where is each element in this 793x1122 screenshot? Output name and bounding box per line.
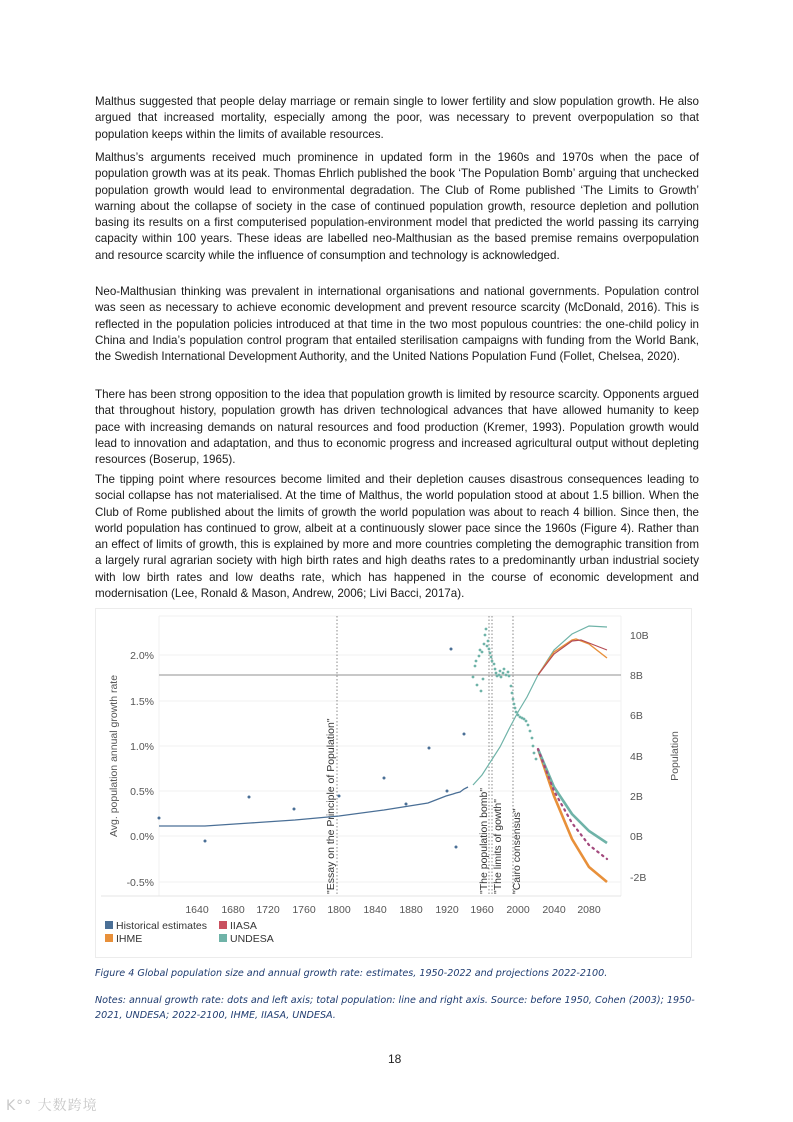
legend-label-undesa: UNDESA bbox=[230, 933, 274, 945]
y-right-tick: 10B bbox=[630, 630, 649, 642]
paragraph-1: Malthus suggested that people delay marriage or remain single to lower fertility and slow population growth. He also argued that increased mortality, especially among the poor, was necessary to prevent overpopulation so that population keeps within the limits of available resources. bbox=[95, 95, 699, 141]
legend-swatch-ihme bbox=[105, 934, 113, 942]
legend-label-historical: Historical estimates bbox=[116, 920, 208, 932]
historical-population-line bbox=[159, 787, 468, 826]
y-right-tick: 0B bbox=[630, 831, 643, 843]
paragraph-3: Neo-Malthusian thinking was prevalent in international organisations and national governments. Population control was seen as necessary to achieve economic development and prevent resource scarcity (McDonald, 2016). This is reflected in the population policies introduced at that time in the two most populous countries: the one-child policy in China and India’s population control program that entailed sterilisation campaigns with funding from the World Bank, the Swedish International Development Authority, and the United Nations Population Fund (Follet, Chelsea, 2020). bbox=[95, 285, 699, 364]
y-right-tick: 8B bbox=[630, 670, 643, 682]
figure-notes: Notes: annual growth rate: dots and left axis; total population: line and right axis. Source: before 1950, Cohen (2003); 1950-2021, UNDESA; 2022-2100, IHME, IIASA, UNDESA. bbox=[95, 995, 695, 1021]
chart-canvas bbox=[96, 609, 691, 957]
legend-swatch-undesa bbox=[219, 934, 227, 942]
svg-text:"The limits of gowth": "The limits of gowth" bbox=[492, 799, 504, 894]
y-left-tick: 0.0% bbox=[130, 831, 154, 843]
y-left-tick: -0.5% bbox=[126, 877, 154, 889]
svg-text:"Cairo consensus": "Cairo consensus" bbox=[511, 808, 523, 894]
svg-text:"The population bomb": "The population bomb" bbox=[478, 787, 490, 894]
svg-text:1800: 1800 bbox=[327, 904, 351, 916]
svg-text:2000: 2000 bbox=[506, 904, 530, 916]
svg-text:"Essay on the Principle of Pop: "Essay on the Principle of Population" bbox=[325, 718, 337, 894]
y-right-tick: -2B bbox=[630, 872, 647, 884]
paragraph-2: Malthus’s arguments received much prominence in updated form in the 1960s and 1970s when the pace of population growth was at its peak. Thomas Ehrlich published the book ‘The Population Bomb’ arguing that unchecked population growth would lead to environmental degradation. The Club of Rome published ‘The Limits to Growth’ warning about the collapse of society in the case of continued population growth, resource depletion and pollution basing its results on a first computerised population-environment model that predicted the world passing its carrying capacity within 100 years. These ideas are labelled neo-Malthusian as the based premise remains overpopulation and resource scarcity while the influence of consumption and technology is acknowledged. bbox=[95, 151, 699, 262]
legend-label-iiasa: IIASA bbox=[230, 920, 257, 932]
iiasa-growth-projection bbox=[538, 749, 607, 859]
svg-text:1960: 1960 bbox=[470, 904, 494, 916]
y-right-label: Population bbox=[669, 731, 681, 781]
paragraph-4: There has been strong opposition to the idea that population growth is limited by resource scarcity. Opponents argued that throughout history, population growth has driven technological advances that have allowed humanity to keep pace with increasing demands on natural resources and food production (Kremer, 1993). Population growth would lead to innovation and adaptation, and thus to economic progress and increased agricultural output without depleting resources (Boserup, 1965). bbox=[95, 388, 699, 467]
x-axis bbox=[185, 904, 601, 916]
svg-text:1720: 1720 bbox=[256, 904, 280, 916]
y-left-tick: 0.5% bbox=[130, 786, 154, 798]
y-left-label: Avg. population annual growth rate bbox=[108, 674, 120, 838]
undesa-growth-projection bbox=[538, 749, 607, 843]
iiasa-population-line bbox=[538, 640, 607, 675]
legend-swatch-iiasa bbox=[219, 921, 227, 929]
y-right-tick: 6B bbox=[630, 710, 643, 722]
svg-text:1640: 1640 bbox=[185, 904, 209, 916]
page-number: 18 bbox=[388, 1052, 402, 1066]
undesa-growth-dots bbox=[472, 628, 538, 761]
undesa-population-line bbox=[473, 626, 607, 785]
svg-text:2040: 2040 bbox=[542, 904, 566, 916]
y-right-tick: 2B bbox=[630, 791, 643, 803]
legend-label-ihme: IHME bbox=[116, 933, 143, 945]
y-left-tick: 1.5% bbox=[130, 696, 154, 708]
svg-text:1920: 1920 bbox=[435, 904, 459, 916]
legend bbox=[105, 920, 274, 945]
watermark-logo: K°° 大数跨境 bbox=[6, 1098, 98, 1114]
legend-swatch-historical bbox=[105, 921, 113, 929]
y-left-tick: 1.0% bbox=[130, 741, 154, 753]
svg-text:2080: 2080 bbox=[577, 904, 601, 916]
paragraph-5: The tipping point where resources become limited and their depletion causes disastrous consequences leading to social collapse has not materialised. At the time of Malthus, the world population stood at about 1.5 billion. When the Club of Rome published about the limits of growth the world population was about to reach 4 billion. Since then, the world population has continued to grow, albeit at a continuously slower pace since the 1960s (Figure 4). Rather than an effect of limits of growth, this is explained by more and more countries completing the demographic transition from a largely rural agrarian society with high birth rates and high deaths rates to a predominantly urban industrial society with low birth rates and low deaths rate, which has happened in the course of economic development and modernisation (Lee, Ronald & Mason, Andrew, 2006; Livi Bacci, 2017a). bbox=[95, 473, 699, 601]
annotations bbox=[325, 718, 523, 894]
figure-caption: Figure 4 Global population size and annual growth rate: estimates, 1950-2022 and projections 2022-2100. bbox=[95, 968, 608, 979]
svg-text:1680: 1680 bbox=[221, 904, 245, 916]
y-right-tick: 4B bbox=[630, 751, 643, 763]
svg-text:1840: 1840 bbox=[363, 904, 387, 916]
figure-4-chart bbox=[95, 608, 692, 958]
left-gridlines bbox=[159, 655, 621, 882]
y-left-tick: 2.0% bbox=[130, 650, 154, 662]
svg-text:1880: 1880 bbox=[399, 904, 423, 916]
svg-text:1760: 1760 bbox=[292, 904, 316, 916]
ihme-population-line bbox=[538, 639, 607, 675]
right-y-axis bbox=[630, 630, 649, 884]
left-y-axis bbox=[127, 650, 154, 889]
